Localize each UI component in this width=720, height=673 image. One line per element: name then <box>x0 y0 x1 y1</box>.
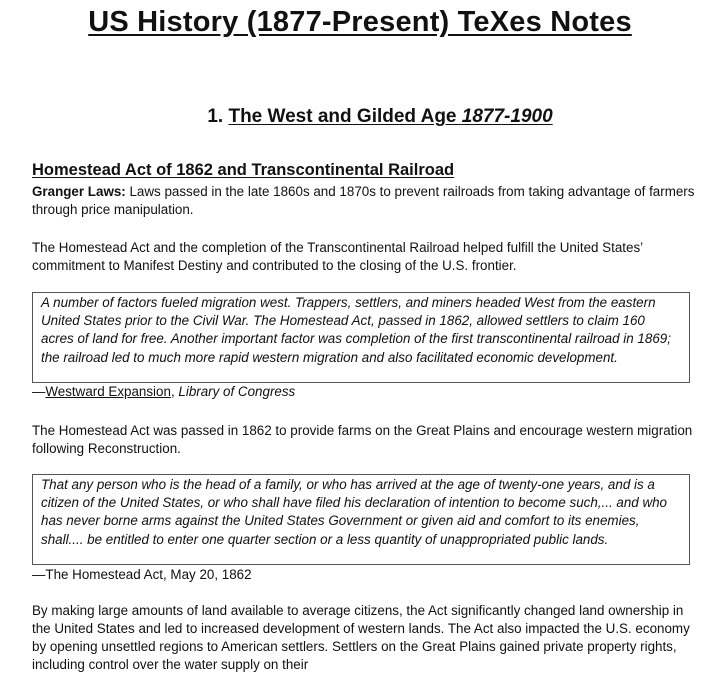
document-title: US History (1877-Present) TeXes Notes <box>88 6 632 38</box>
citation-separator: , <box>170 384 179 399</box>
paragraph-land-ownership: By making large amounts of land available to average citizens, the Act significantly changed land ownership in the United States and led to increased development of western lands. The Act also impacted the U.S. economy by opening unsettled regions to American settlers. Settlers on the Great Plains gained private property rights, including control over the water supply on their <box>32 603 690 672</box>
granger-laws-text: Laws passed in the late 1860s and 1870s to prevent railroads from taking advantage of farmers through price manipulation. <box>32 184 695 217</box>
paragraph-homestead-act: The Homestead Act was passed in 1862 to provide farms on the Great Plains and encourage western migration following Reconstruction. <box>32 423 693 456</box>
quote-box-westward-expansion: A number of factors fueled migration west. Trappers, settlers, and miners headed West from the eastern United States prior to the Civil War. The Homestead Act, passed in 1862, allowed settlers to claim 160 acres of land for free. Another important factor was completion of the first transcontinental railroad in 1869; the railroad led to much more rapid western migration and also facilitated economic development. <box>32 292 690 383</box>
paragraph-manifest-destiny: The Homestead Act and the completion of the Transcontinental Railroad helped fulfill the United States’ commitment to Manifest Destiny and contributed to the closing of the U.S. frontier. <box>32 240 643 273</box>
section-number: 1. <box>207 106 224 127</box>
citation-source: Westward Expansion <box>45 384 171 399</box>
granger-laws-definition <box>32 183 702 219</box>
citation-dash: — <box>32 384 46 399</box>
quote-citation-homestead-act: —The Homestead Act, May 20, 1862 <box>32 567 252 582</box>
granger-laws-term: Granger Laws: <box>32 184 126 199</box>
quote-box-homestead-act: That any person who is the head of a family, or who has arrived at the age of twenty-one years, and is a citizen of the United States, or who shall have filed his declaration of intention to become such,... and who has never borne arms against the United States Government or given aid and comfort to its enemies, shall.... be entitled to enter one quarter section or a less quantity of unappropriated public lands. <box>32 474 690 565</box>
section-title: The West and Gilded Age <box>228 106 457 127</box>
section-years: 1877-1900 <box>461 106 553 127</box>
topic-subheading: Homestead Act of 1862 and Transcontinental Railroad <box>32 161 455 179</box>
section-heading <box>0 106 720 128</box>
quote-citation-westward-expansion <box>32 384 295 399</box>
citation-publisher: Library of Congress <box>178 384 296 399</box>
